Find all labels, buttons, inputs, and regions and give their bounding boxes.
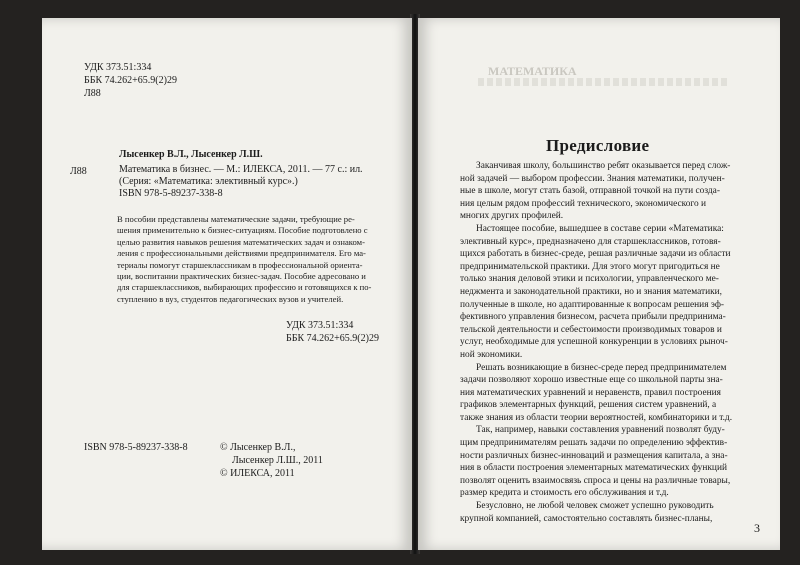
preface-line: ния математических уравнений и неравенств, правил построения: [460, 387, 721, 398]
preface-line: задачи позволяют хорошо известные еще со школьной парты зна-: [460, 375, 723, 386]
preface-line: ности различных бизнес-инноваций и размещения капитала, а зна-: [460, 450, 728, 461]
bleed-through-lines: [478, 78, 728, 86]
preface-line: щим предпринимателям решать задачи по определению эффектив-: [460, 438, 728, 449]
preface-line: ния целым рядом профессий технического, экономического и: [460, 198, 707, 209]
description-block: [117, 214, 409, 305]
code-top: Л88: [84, 88, 101, 99]
udk-top: УДК 373.51:334: [84, 62, 152, 73]
preface-body: [460, 160, 765, 525]
bib-line-2: (Серия: «Математика: элективный курс».): [119, 176, 298, 187]
preface-line: предпринимательской практики. Для этого могут пригодиться не: [460, 261, 720, 272]
udk-bottom: УДК 373.51:334: [286, 320, 354, 331]
preface-line: ния в области построения элементарных математических функций: [460, 463, 727, 474]
description-line: для старшеклассников, выбирающих профессию и готовящихся к по-: [117, 282, 372, 293]
description-line: В пособии представлены математические задачи, требующие ре-: [117, 214, 355, 224]
page-number: 3: [754, 521, 760, 535]
bleed-through-text: МАТЕМАТИКА: [488, 64, 577, 78]
bib-line-1: Математика в бизнес. — М.: ИЛЕКСА, 2011. — 77 с.: ил.: [119, 164, 363, 175]
code-side: Л88: [70, 166, 87, 177]
preface-line: тельской деятельности и себестоимости производимых товаров и: [460, 324, 722, 335]
description-line: ции, воспитании практических бизнес-задач. Пособие адресовано и: [117, 271, 366, 282]
authors: Лысенкер В.Л., Лысенкер Л.Ш.: [119, 149, 263, 160]
description-line: ления с профессиональными действиями предпринимателя. Его ма-: [117, 248, 366, 259]
description-line: ступлению в вуз, студентов педагогических вузов и учителей.: [117, 293, 344, 304]
right-page: [418, 18, 780, 550]
preface-line: услуг, необходимые для успешной конкуренции в условиях рыноч-: [460, 337, 728, 348]
preface-line: неджмента и законодательной практики, но и знания математики,: [460, 286, 723, 297]
preface-line: позволят оценить взаимосвязь спроса и цены на различные товары,: [460, 475, 731, 486]
bbk-bottom: ББК 74.262+65.9(2)29: [286, 333, 379, 344]
preface-line: Настоящее пособие, вышедшее в составе серии «Математика:: [476, 223, 724, 234]
left-page: [42, 18, 412, 550]
preface-line: только знания деловой этики и психологии, управленческого ме-: [460, 274, 719, 285]
preface-line: Так, например, навыки составления уравнений позволят буду-: [476, 425, 725, 436]
page-title: Предисловие: [546, 136, 650, 155]
preface-line: ные в школе, могут стать базой, отправной точкой на пути созда-: [460, 186, 720, 197]
copyright-line-2: Лысенкер Л.Ш., 2011: [232, 455, 323, 466]
bbk-top: ББК 74.262+65.9(2)29: [84, 75, 177, 86]
preface-line: ной задачей — выбором профессии. Знания математики, получен-: [460, 173, 725, 184]
copyright-line-1: © Лысенкер В.Л.,: [220, 442, 296, 453]
preface-line: графиков элементарных функций, решения систем уравнений, а: [460, 400, 717, 411]
preface-line: Безусловно, не любой человек сможет успешно руководить: [476, 501, 714, 512]
preface-line: многих других профилей.: [460, 211, 564, 222]
preface-line: элективный курс», предназначено для старшеклассников, готовя-: [460, 236, 721, 247]
preface-line: также знания из области теории вероятностей, комбинаторики и т.д.: [460, 412, 733, 423]
isbn-bottom: ISBN 978-5-89237-338-8: [84, 442, 188, 453]
preface-line: щихся работать в бизнес-среде, решая различные задачи из области: [460, 249, 731, 260]
copyright-line-3: © ИЛЕКСА, 2011: [220, 468, 295, 479]
preface-line: ной экономики.: [460, 349, 523, 360]
preface-line: крупной компанией, самостоятельно составлять бизнес-планы,: [460, 513, 713, 524]
preface-line: полученные в школе, но адаптированные к вопросам решения эф-: [460, 299, 725, 310]
preface-line: Решать возникающие в бизнес-среде перед предпринимателем: [476, 362, 727, 373]
preface-line: Заканчивая школу, большинство ребят оказывается перед слож-: [476, 161, 731, 171]
description-line: териалы помогут старшеклассникам в профессиональной ориента-: [117, 259, 363, 270]
preface-line: фективного управления бизнесом, расчета прибыли предпринима-: [460, 312, 726, 323]
preface-line: размер кредита и стоимость его обслуживания и т.д.: [460, 488, 669, 499]
description-line: шения применительно к бизнес-ситуациям. Пособие подготовлено с: [117, 225, 368, 236]
description-line: целью развития навыков решения математических задач и ознаком-: [117, 236, 365, 247]
bib-line-3: ISBN 978-5-89237-338-8: [119, 188, 223, 199]
